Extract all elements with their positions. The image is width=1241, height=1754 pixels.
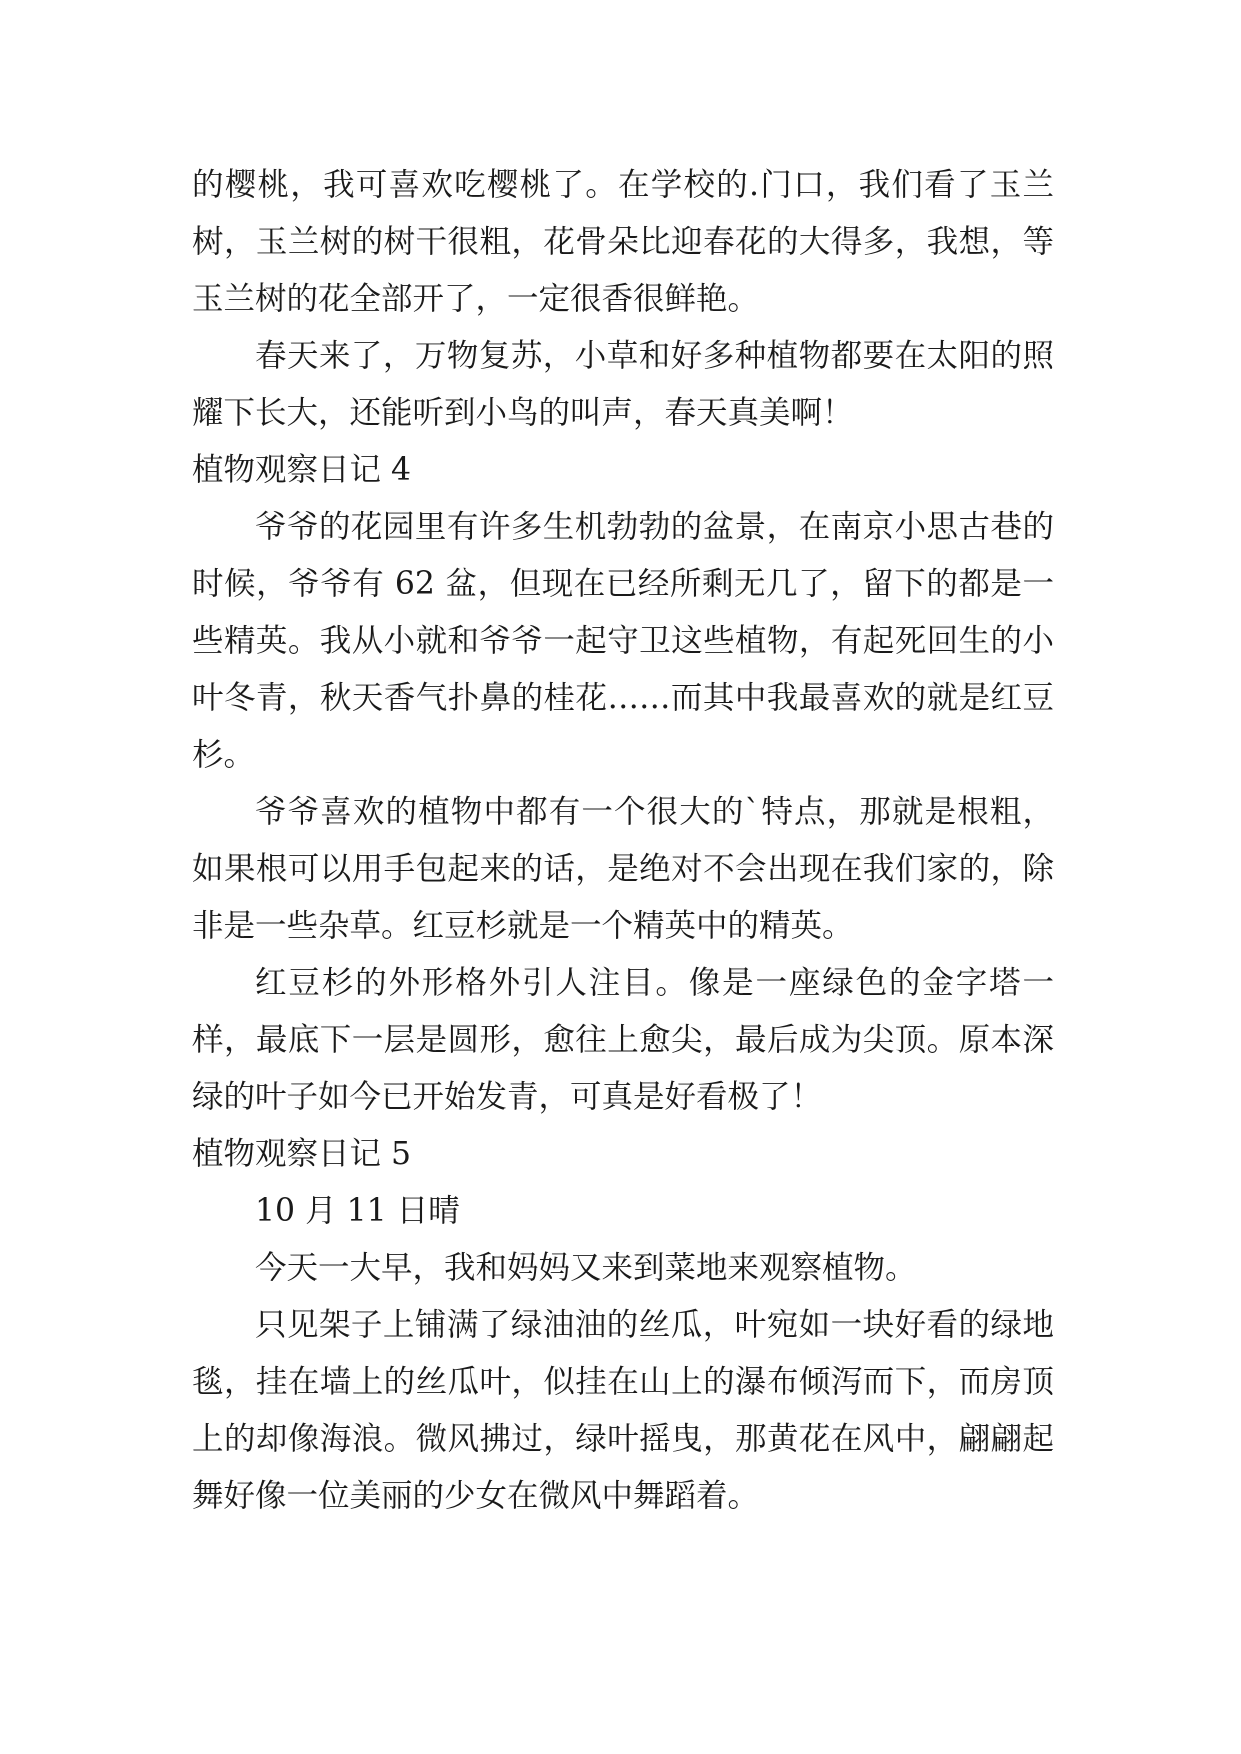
- paragraph: 春天来了，万物复苏，小草和好多种植物都要在太阳的照耀下长大，还能听到小鸟的叫声，春天真美啊！: [192, 338, 1054, 431]
- section-heading-diary-5: 植物观察日记 5: [192, 1136, 412, 1172]
- paragraph: 爷爷的花园里有许多生机勃勃的盆景，在南京小思古巷的时候，爷爷有 62 盆，但现在已经所剩无几了，留下的都是一些精英。我从小就和爷爷一起守卫这些植物，有起死回生的小叶冬青，秋天香气扑鼻的桂花……而其中我最喜欢的就是红豆杉。: [192, 509, 1054, 773]
- paragraph: 只见架子上铺满了绿油油的丝瓜，叶宛如一块好看的绿地毯，挂在墙上的丝瓜叶，似挂在山上的瀑布倾泻而下，而房顶上的却像海浪。微风拂过，绿叶摇曳，那黄花在风中，翩翩起舞好像一位美丽的少女在微风中舞蹈着。: [192, 1307, 1054, 1514]
- section-heading-diary-4: 植物观察日记 4: [192, 452, 412, 488]
- paragraph: 爷爷喜欢的植物中都有一个很大的`特点，那就是根粗，如果根可以用手包起来的话，是绝对不会出现在我们家的，除非是一些杂草。红豆杉就是一个精英中的精英。: [192, 794, 1054, 944]
- paragraph: 今天一大早，我和妈妈又来到菜地来观察植物。: [255, 1250, 917, 1286]
- paragraph: 红豆杉的外形格外引人注目。像是一座绿色的金字塔一样，最底下一层是圆形，愈往上愈尖，最后成为尖顶。原本深绿的叶子如今已开始发青，可真是好看极了！: [192, 965, 1054, 1115]
- date-line: 10 月 11 日晴: [255, 1193, 460, 1229]
- paragraph-continuation: 的樱桃，我可喜欢吃樱桃了。在学校的.门口，我们看了玉兰树，玉兰树的树干很粗，花骨朵比迎春花的大得多，我想，等玉兰树的花全部开了，一定很香很鲜艳。: [192, 167, 1054, 317]
- document-body: [192, 157, 1054, 1525]
